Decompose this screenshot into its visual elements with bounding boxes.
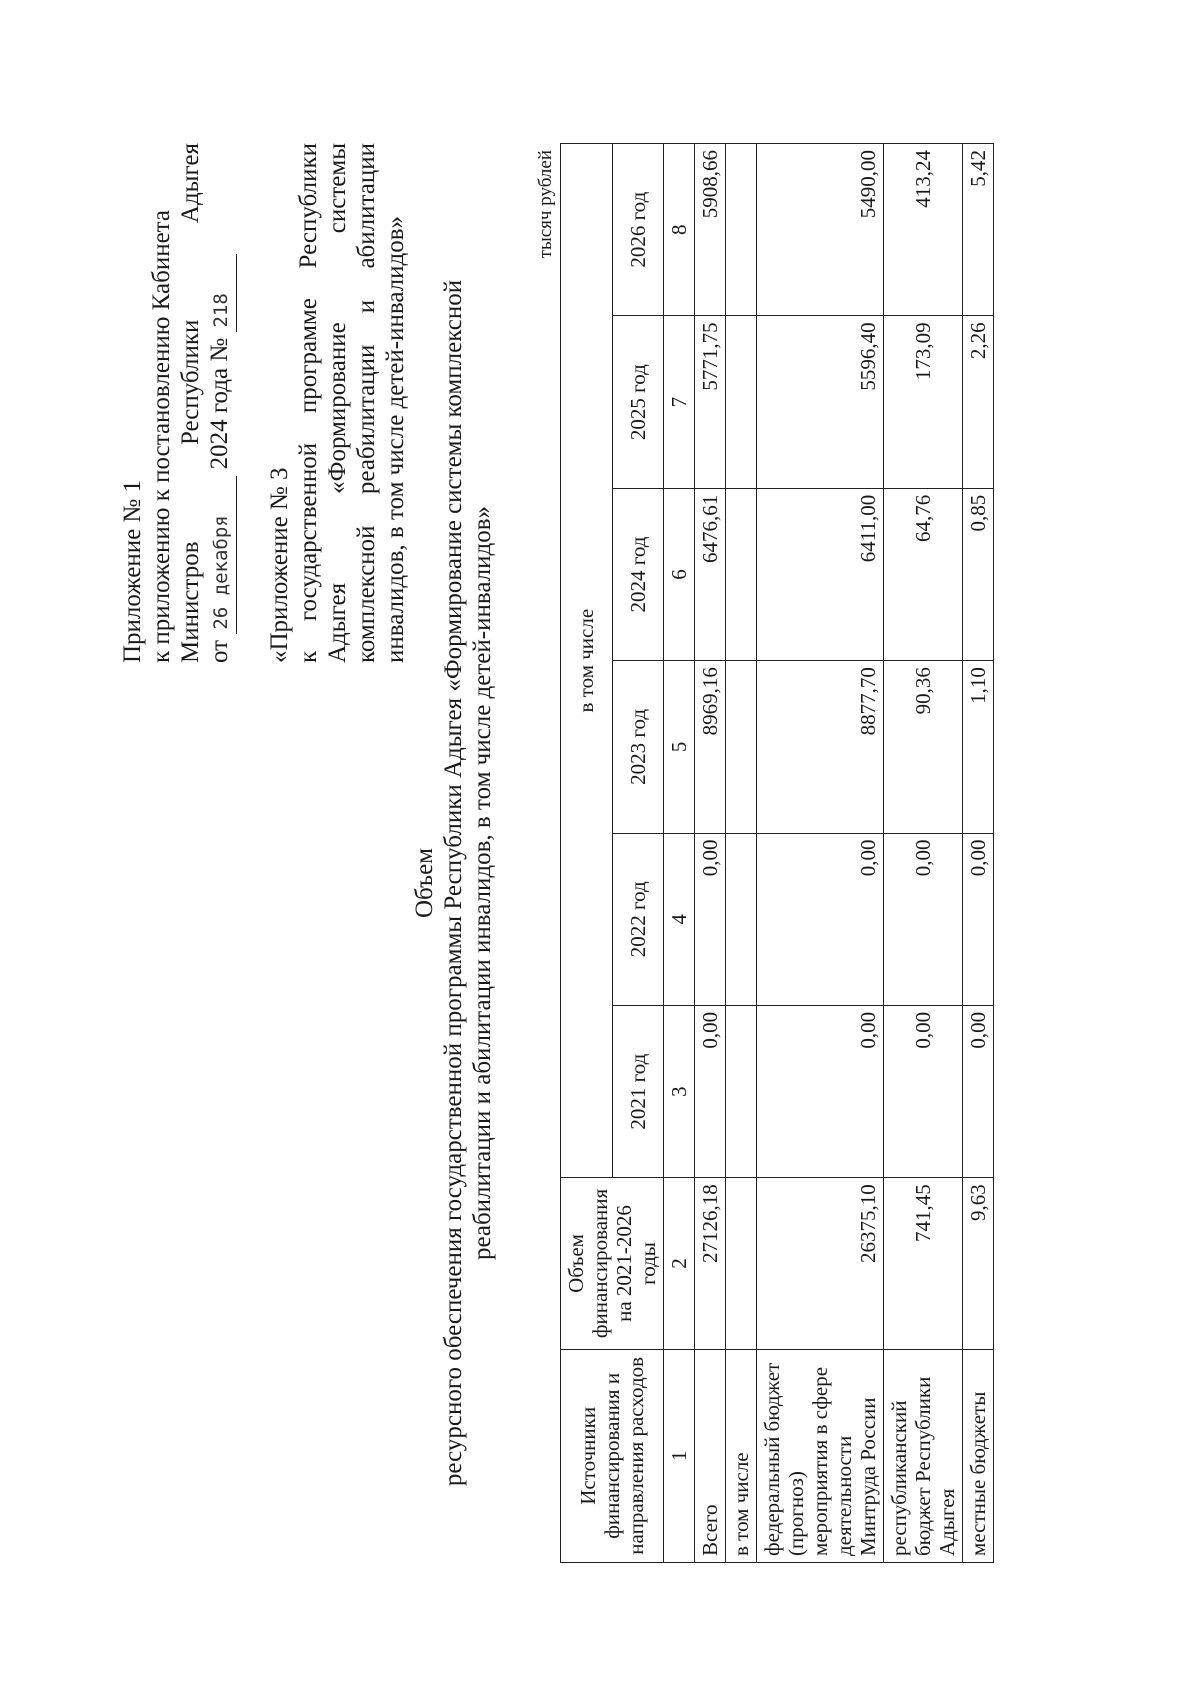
row-total: 26375,10 (757, 1178, 884, 1349)
title-line: ресурсного обеспечения государственной программы Республики Адыгея «Формирование системы комплексной (440, 279, 467, 1487)
header-year: 2024 год (612, 488, 664, 660)
cell-value (726, 661, 757, 833)
appendix-year-text: 2024 года № (206, 337, 233, 470)
appendix-ref-line-justified (176, 143, 205, 663)
column-number: 6 (664, 488, 695, 660)
program-word: программе (295, 298, 322, 414)
row-total: 9,63 (963, 1178, 994, 1349)
appendix-ref-line: к приложению к постановлению Кабинета (148, 209, 175, 663)
cell-value: 173,09 (884, 316, 963, 488)
program-word: комплексной (353, 525, 380, 663)
cell-value: 64,76 (884, 488, 963, 660)
cell-value: 5596,40 (757, 316, 884, 488)
appendix-word: Адыгея (177, 143, 204, 224)
header-year: 2022 год (612, 833, 664, 1005)
header-year: 2026 год (612, 144, 664, 316)
table-row-total (695, 144, 726, 1563)
document-title (410, 143, 497, 1623)
program-ref-line (352, 143, 381, 663)
table-row-including (726, 144, 757, 1563)
program-appendix-title: «Приложение № 3 (266, 467, 293, 663)
program-word: «Формирование (324, 322, 351, 494)
cell-value: 2,26 (963, 316, 994, 488)
cell-value (726, 488, 757, 660)
cell-value: 90,36 (884, 661, 963, 833)
appendix-header (118, 143, 410, 663)
cell-value: 5490,00 (757, 144, 884, 316)
program-word: к (295, 650, 322, 663)
program-word: государственной (295, 442, 322, 622)
cell-value: 0,00 (757, 1005, 884, 1177)
cell-value (726, 1005, 757, 1177)
table-number-row (664, 144, 695, 1563)
funding-table (560, 143, 994, 1563)
appendix-date-line (205, 143, 237, 663)
cell-value: 0,85 (963, 488, 994, 660)
program-ref-line (294, 143, 323, 663)
cell-value: 8969,16 (695, 661, 726, 833)
cell-value: 0,00 (884, 833, 963, 1005)
cell-value: 5771,75 (695, 316, 726, 488)
handwritten-date: 26 декабря (207, 476, 237, 634)
cell-value: 1,10 (963, 661, 994, 833)
column-number: 7 (664, 316, 695, 488)
row-total: 741,45 (884, 1178, 963, 1349)
program-word: реабилитации (353, 344, 380, 495)
column-number: 5 (664, 661, 695, 833)
cell-value (726, 833, 757, 1005)
program-word: Адыгея (324, 582, 351, 663)
row-total (726, 1178, 757, 1349)
cell-value: 0,00 (884, 1005, 963, 1177)
cell-value (726, 316, 757, 488)
header-including: в том числе (561, 144, 613, 1178)
row-total: 27126,18 (695, 1178, 726, 1349)
header-year: 2023 год (612, 661, 664, 833)
cell-value: 0,00 (963, 833, 994, 1005)
table-row-local (963, 144, 994, 1563)
header-year: 2021 год (612, 1005, 664, 1177)
cell-value: 0,00 (963, 1005, 994, 1177)
row-label: в том числе (726, 1349, 757, 1562)
cell-value (726, 144, 757, 316)
appendix-title: Приложение № 1 (119, 479, 146, 663)
column-number: 3 (664, 1005, 695, 1177)
program-word: и (353, 299, 380, 314)
cell-value: 5,42 (963, 144, 994, 316)
column-number: 4 (664, 833, 695, 1005)
table-row-federal (757, 144, 884, 1563)
title-heading: Объем (411, 848, 438, 918)
table-row-republican (884, 144, 963, 1563)
column-number: 1 (664, 1349, 695, 1562)
row-label: местные бюджеты (963, 1349, 994, 1562)
program-ref-line (323, 143, 352, 663)
cell-value: 0,00 (695, 833, 726, 1005)
row-label: федеральный бюджет (прогноз) мероприятия в сфере деятельности Минтруда России (757, 1349, 884, 1562)
cell-value: 413,24 (884, 144, 963, 316)
table-header-row (561, 144, 613, 1563)
column-number: 2 (664, 1178, 695, 1349)
cell-value: 0,00 (695, 1005, 726, 1177)
units-label: тысяч рублей (535, 150, 556, 259)
cell-value: 5908,66 (695, 144, 726, 316)
program-ref-line: инвалидов, в том числе детей-инвалидов» (382, 215, 409, 663)
appendix-date-prefix: от (206, 639, 233, 663)
column-number: 8 (664, 144, 695, 316)
handwritten-number: 218 (207, 254, 237, 332)
cell-value: 6411,00 (757, 488, 884, 660)
header-volume: Объем финансирования на 2021-2026 годы (561, 1178, 664, 1349)
appendix-word: Республики (177, 319, 204, 446)
title-line: реабилитации и абилитации инвалидов, в том числе детей-инвалидов» (469, 505, 496, 1261)
program-word: абилитации (353, 143, 380, 269)
row-label: республиканский бюджет Республики Адыгея (884, 1349, 963, 1562)
cell-value: 0,00 (757, 833, 884, 1005)
cell-value: 8877,70 (757, 661, 884, 833)
program-word: системы (324, 143, 351, 234)
header-sources: Источники финансирования и направления расходов (561, 1349, 664, 1562)
cell-value: 6476,61 (695, 488, 726, 660)
row-label: Всего (695, 1349, 726, 1562)
appendix-word: Министров (177, 541, 204, 663)
appendix-program-ref (265, 143, 410, 663)
header-year: 2025 год (612, 316, 664, 488)
program-word: Республики (295, 143, 322, 269)
